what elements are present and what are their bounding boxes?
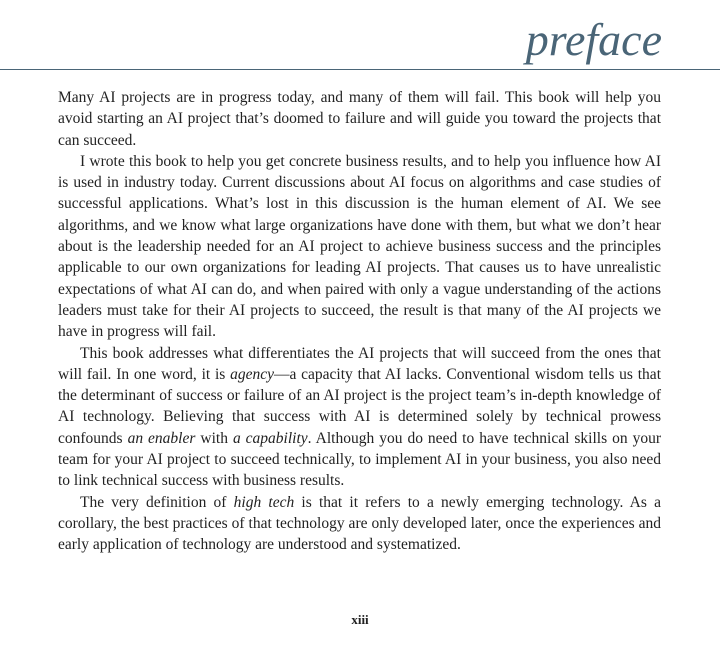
paragraph-3-text: with [195, 429, 233, 447]
paragraph-3-text: . Although you do need to have technical skills on your team for your AI project to succeed technically, to implement AI in your business, you also need to link technical success with business results. [58, 429, 661, 490]
paragraph-4 [58, 492, 661, 556]
page-title: preface [525, 14, 662, 65]
paragraph-3-text: This book addresses what differentiates the AI projects that will succeed from the ones that will fail. In one word, it is [58, 344, 661, 383]
title-divider [0, 69, 720, 70]
emphasis-agency: agency [230, 365, 274, 383]
page-number: xiii [351, 612, 369, 627]
paragraph-3 [58, 343, 661, 492]
paragraph-3-text: —a capacity that AI lacks. Conventional wisdom tells us that the determinant of success or failure of an AI project is the project team’s in-depth knowledge of AI technology. Believing that success with AI is determined solely by technical prowess confounds [58, 365, 661, 447]
paragraph-4-text: The very definition of [80, 493, 234, 511]
paragraph-1: Many AI projects are in progress today, and many of them will fail. This book will help you avoid starting an AI project that’s doomed to failure and will guide you toward the projects that can succeed. [58, 89, 661, 149]
emphasis-a-capability: a capability [232, 429, 308, 447]
body-text [58, 87, 661, 556]
paragraph-2: I wrote this book to help you get concrete business results, and to help you influence how AI is used in industry today. Current discussions about AI focus on algorithms and case studies of successful applications. What’s lost in this discussion is the human element of AI. We see algorithms, and we know what large organizations have done with them, but what we don’t hear about is the leadership needed for an AI project to achieve business success and the principles applicable to our own organizations for leading AI projects. That causes us to have unrealistic expectations of what AI can do, and when paired with only a vague understanding of the actions leaders must take for their AI projects to succeed, the result is that many of the AI projects we have in progress will fail. [58, 152, 661, 341]
paragraph-4-text: is that it refers to a newly emerging technology. As a corollary, the best practices of that technology are only developed later, once the experiences and early application of technology are understood and systematized. [58, 493, 661, 554]
emphasis-an-enabler: an enabler [127, 429, 196, 447]
emphasis-high-tech: high tech [233, 493, 295, 511]
